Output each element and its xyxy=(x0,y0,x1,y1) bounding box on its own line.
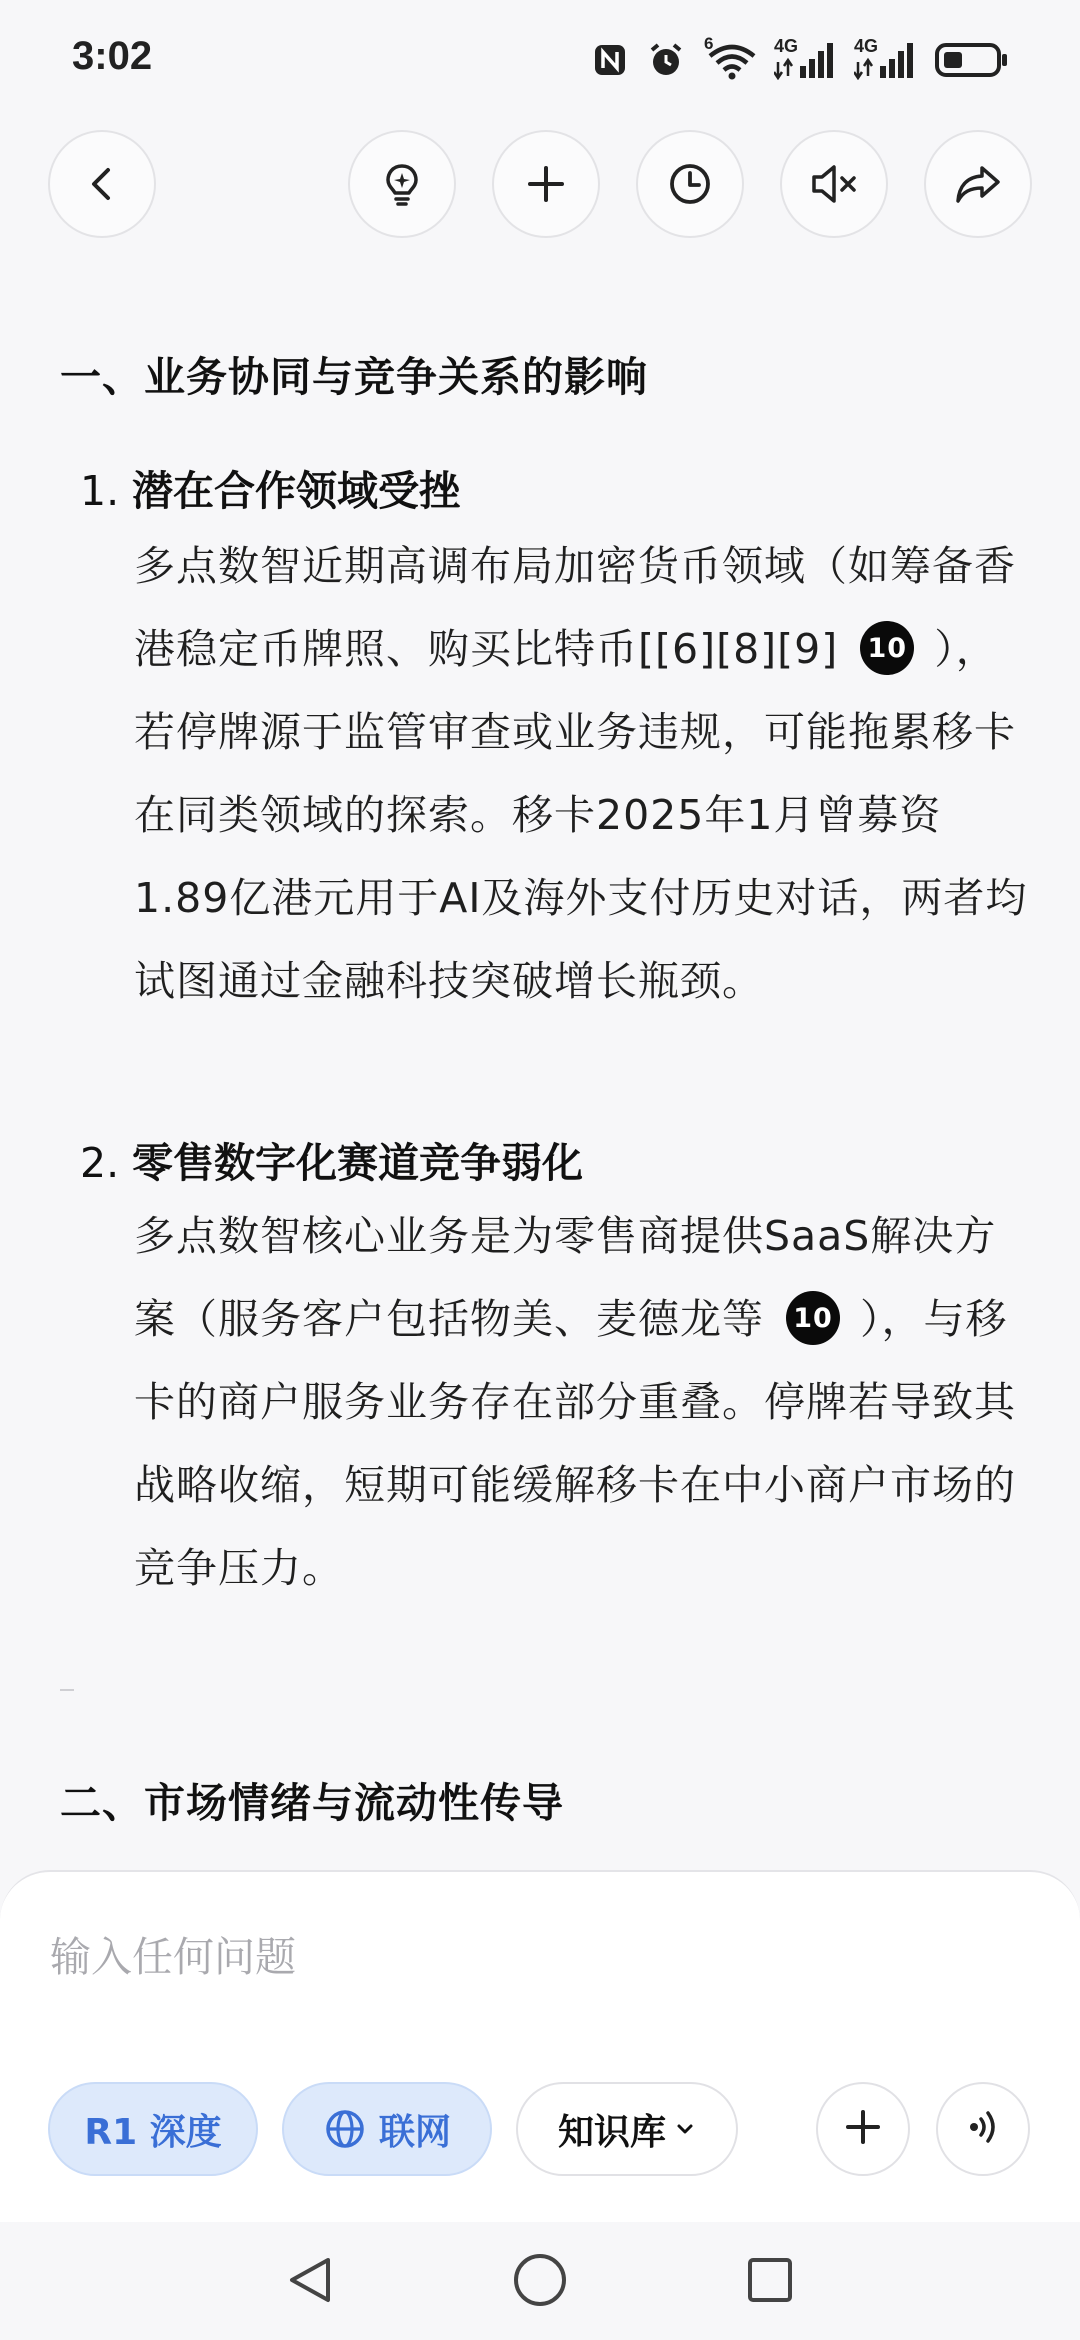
plus-icon xyxy=(524,162,568,206)
mute-button[interactable] xyxy=(780,130,888,238)
plus-icon xyxy=(843,2107,883,2151)
paragraph-text: 多点数智近期高调布局加密货币领域（如筹备香港稳定币牌照、购买比特币[[6][8][9] xyxy=(134,542,1016,673)
network-label: 4G xyxy=(854,36,879,56)
list-item-title-text: 零售数字化赛道竞争弱化 xyxy=(132,1139,583,1187)
section-heading: 二、市场情绪与流动性传导 xyxy=(60,1779,564,1827)
top-toolbar xyxy=(0,130,1080,240)
paragraph-text: ），若停牌源于监管审查或业务违规，可能拖累移卡在同类领域的探索。移卡2025年1月曾募资1.89亿港元用于AI及海外支付历史对话，两者均试图通过金融科技突破增长瓶颈。 xyxy=(134,625,1028,1005)
mute-icon xyxy=(808,160,860,208)
section-heading: 一、业务协同与竞争关系的影响 xyxy=(60,353,648,401)
web-search-toggle[interactable] xyxy=(282,2082,492,2176)
system-nav-bar xyxy=(0,2222,1080,2340)
network-label: 4G xyxy=(774,36,799,56)
knowledge-base-label: 知识库 xyxy=(557,2111,666,2153)
knowledge-base-dropdown[interactable] xyxy=(516,2082,738,2176)
list-item-title-text: 潜在合作领域受挫 xyxy=(132,467,460,515)
input-panel xyxy=(0,1870,1080,2222)
triangle-back-icon xyxy=(282,2252,338,2312)
share-icon xyxy=(954,160,1002,208)
square-recents-icon xyxy=(742,2252,798,2312)
nav-back-button[interactable] xyxy=(278,2250,342,2314)
back-button[interactable] xyxy=(48,130,156,238)
divider xyxy=(60,1689,74,1691)
deep-think-label: R1 深度 xyxy=(84,2111,222,2153)
battery-icon xyxy=(934,40,1010,80)
globe-icon xyxy=(323,2107,367,2151)
list-item-paragraph xyxy=(134,525,1034,1023)
chevron-down-icon xyxy=(674,2118,696,2140)
list-item-title xyxy=(80,458,460,517)
list-number: 2. xyxy=(80,1139,120,1187)
wifi-label: 6 xyxy=(704,34,714,53)
paragraph-text: ），与移卡的商户服务业务存在部分重叠。停牌若导致其战略收缩，短期可能缓解移卡在中小商户市场的竞争压力。 xyxy=(134,1295,1016,1592)
voice-button[interactable] xyxy=(936,2082,1030,2176)
signal-4g-icon xyxy=(774,36,836,80)
citation-badge[interactable]: 10 xyxy=(860,621,914,675)
citation-badge[interactable]: 10 xyxy=(786,1291,840,1345)
nfc-icon xyxy=(592,42,628,78)
back-icon xyxy=(80,162,124,206)
alarm-icon xyxy=(646,40,686,80)
nav-recents-button[interactable] xyxy=(738,2250,802,2314)
status-bar xyxy=(0,0,1080,120)
nav-home-button[interactable] xyxy=(508,2250,572,2314)
message-input[interactable]: 输入任何问题 xyxy=(50,1933,296,1981)
status-time: 3:02 xyxy=(72,34,153,78)
history-button[interactable] xyxy=(636,130,744,238)
list-item-title xyxy=(80,1130,583,1189)
wifi-6-icon xyxy=(704,34,756,80)
list-item-paragraph xyxy=(134,1195,1034,1610)
web-search-label: 联网 xyxy=(378,2111,451,2153)
attach-button[interactable] xyxy=(816,2082,910,2176)
deep-think-toggle[interactable] xyxy=(48,2082,258,2176)
signal-4g-icon xyxy=(854,36,916,80)
paragraph-text: 多点数智核心业务是为零售商提供SaaS解决方案（服务客户包括物美、麦德龙等 xyxy=(134,1212,997,1343)
inspiration-button[interactable] xyxy=(348,130,456,238)
voice-icon xyxy=(963,2107,1003,2151)
history-icon xyxy=(666,160,714,208)
circle-home-icon xyxy=(510,2250,570,2314)
share-button[interactable] xyxy=(924,130,1032,238)
status-icons xyxy=(592,36,1010,84)
bulb-icon xyxy=(378,160,426,208)
new-chat-button[interactable] xyxy=(492,130,600,238)
list-number: 1. xyxy=(80,467,120,515)
